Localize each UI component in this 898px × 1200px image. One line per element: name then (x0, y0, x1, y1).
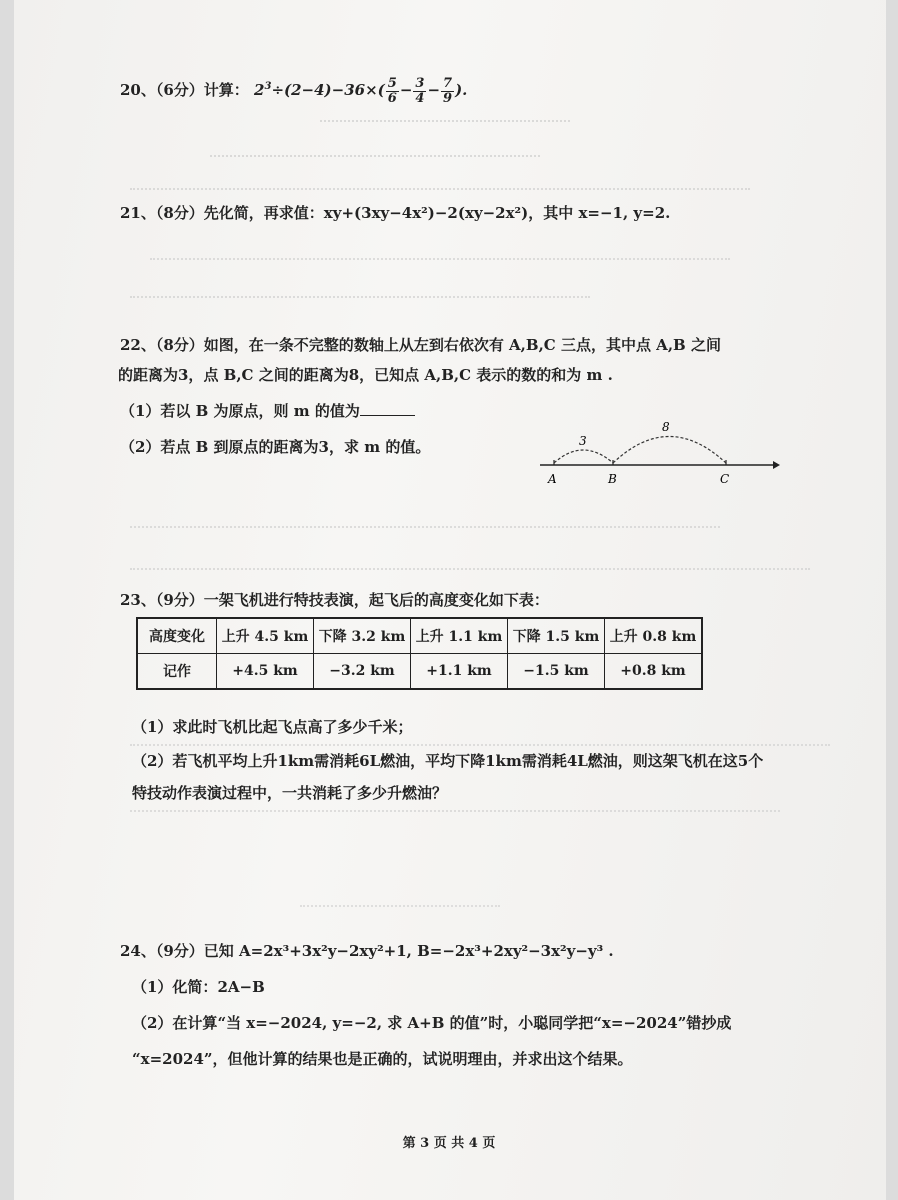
table-cell: +0.8 km (605, 654, 703, 690)
table-cell: 下降 3.2 km (314, 618, 411, 654)
arc-ab (554, 450, 613, 463)
table-row (137, 654, 702, 690)
fraction-numerator: 7 (443, 75, 453, 91)
q22-part-2: （2）若点 B 到原点的距离为3，求 m 的值。 (120, 438, 431, 456)
fraction-denominator: 6 (387, 90, 397, 106)
fraction-denominator: 4 (415, 90, 425, 106)
arrow-icon (773, 461, 780, 469)
q20-fraction-1 (386, 77, 399, 106)
table-row (137, 618, 702, 654)
q21-text: 21、（8分）先化简，再求值：xy+(3xy−4x²)−2(xy−2x²)，其中 x=−1, y=2. (120, 204, 671, 222)
label-c: C (720, 472, 730, 486)
q20-expr-end: ). (455, 81, 468, 99)
question-23 (120, 585, 810, 615)
q24-line-1: 24、（9分）已知 A=2x³+3x²y−2xy²+1, B=−2x³+2xy²−3x²y−y³ . (120, 942, 614, 960)
question-23-parts (132, 712, 822, 808)
fraction-numerator: 5 (387, 75, 397, 91)
q20-op-2: − (427, 81, 441, 99)
answer-blank (360, 401, 415, 416)
table-cell: +1.1 km (411, 654, 508, 690)
table-header-cell: 高度变化 (137, 618, 217, 654)
table-cell: +4.5 km (217, 654, 314, 690)
table-cell: −1.5 km (508, 654, 605, 690)
q24-part-1: （1）化简：2A−B (132, 978, 265, 996)
arc-bc (613, 437, 726, 464)
table-cell: 下降 1.5 km (508, 618, 605, 654)
q20-fraction-3 (441, 77, 454, 106)
question-20 (120, 72, 810, 106)
table-cell: 上升 4.5 km (217, 618, 314, 654)
q20-expr-mid: ÷(2−4)−36×( (271, 81, 385, 99)
table-header-cell: 记作 (137, 654, 217, 690)
label-dist-bc: 8 (662, 420, 670, 434)
fraction-denominator: 9 (443, 90, 453, 106)
q20-op-1: − (399, 81, 413, 99)
number-line-figure (530, 415, 780, 490)
table-cell: 上升 0.8 km (605, 618, 703, 654)
altitude-table (136, 617, 703, 690)
q23-intro: 23、（9分）一架飞机进行特技表演，起飞后的高度变化如下表： (120, 591, 549, 609)
fraction-numerator: 3 (415, 75, 425, 91)
q24-part-2-line-1: （2）在计算“当 x=−2024, y=−2, 求 A+B 的值”时，小聪同学把“x=−2024”错抄成 (132, 1014, 732, 1032)
page-number: 第 3 页 共 4 页 (402, 1136, 496, 1151)
label-a: A (548, 472, 557, 486)
q23-part-2-line-1: （2）若飞机平均上升1km需消耗6L燃油，平均下降1km需消耗4L燃油，则这架飞机在这5个 (132, 752, 764, 770)
q20-base: 2 (254, 81, 265, 99)
q23-part-1: （1）求此时飞机比起飞点高了多少千米； (132, 718, 413, 736)
q20-expression (254, 75, 468, 106)
label-b: B (608, 472, 617, 486)
q24-part-2-line-2: “x=2024”，但他计算的结果也是正确的，试说明理由，并求出这个结果。 (132, 1050, 633, 1068)
q20-label: 20、（6分）计算： (120, 81, 249, 99)
table-cell: −3.2 km (314, 654, 411, 690)
question-24 (120, 936, 810, 1074)
q23-part-2-line-2: 特技动作表演过程中，一共消耗了多少升燃油？ (132, 784, 448, 802)
q22-line-2: 的距离为3，点 B,C 之间的距离为8，已知点 A,B,C 表示的数的和为 m . (118, 366, 613, 384)
table-cell: 上升 1.1 km (411, 618, 508, 654)
q20-fraction-2 (413, 77, 426, 106)
q22-line-1: 22、（8分）如图，在一条不完整的数轴上从左到右依次有 A,B,C 三点，其中点 A,B 之间 (120, 336, 721, 354)
label-dist-ab: 3 (579, 434, 587, 448)
q20-exponent: 3 (264, 81, 272, 92)
question-21 (120, 198, 810, 228)
q22-part-1-text: （1）若以 B 为原点，则 m 的值为 (120, 402, 360, 420)
